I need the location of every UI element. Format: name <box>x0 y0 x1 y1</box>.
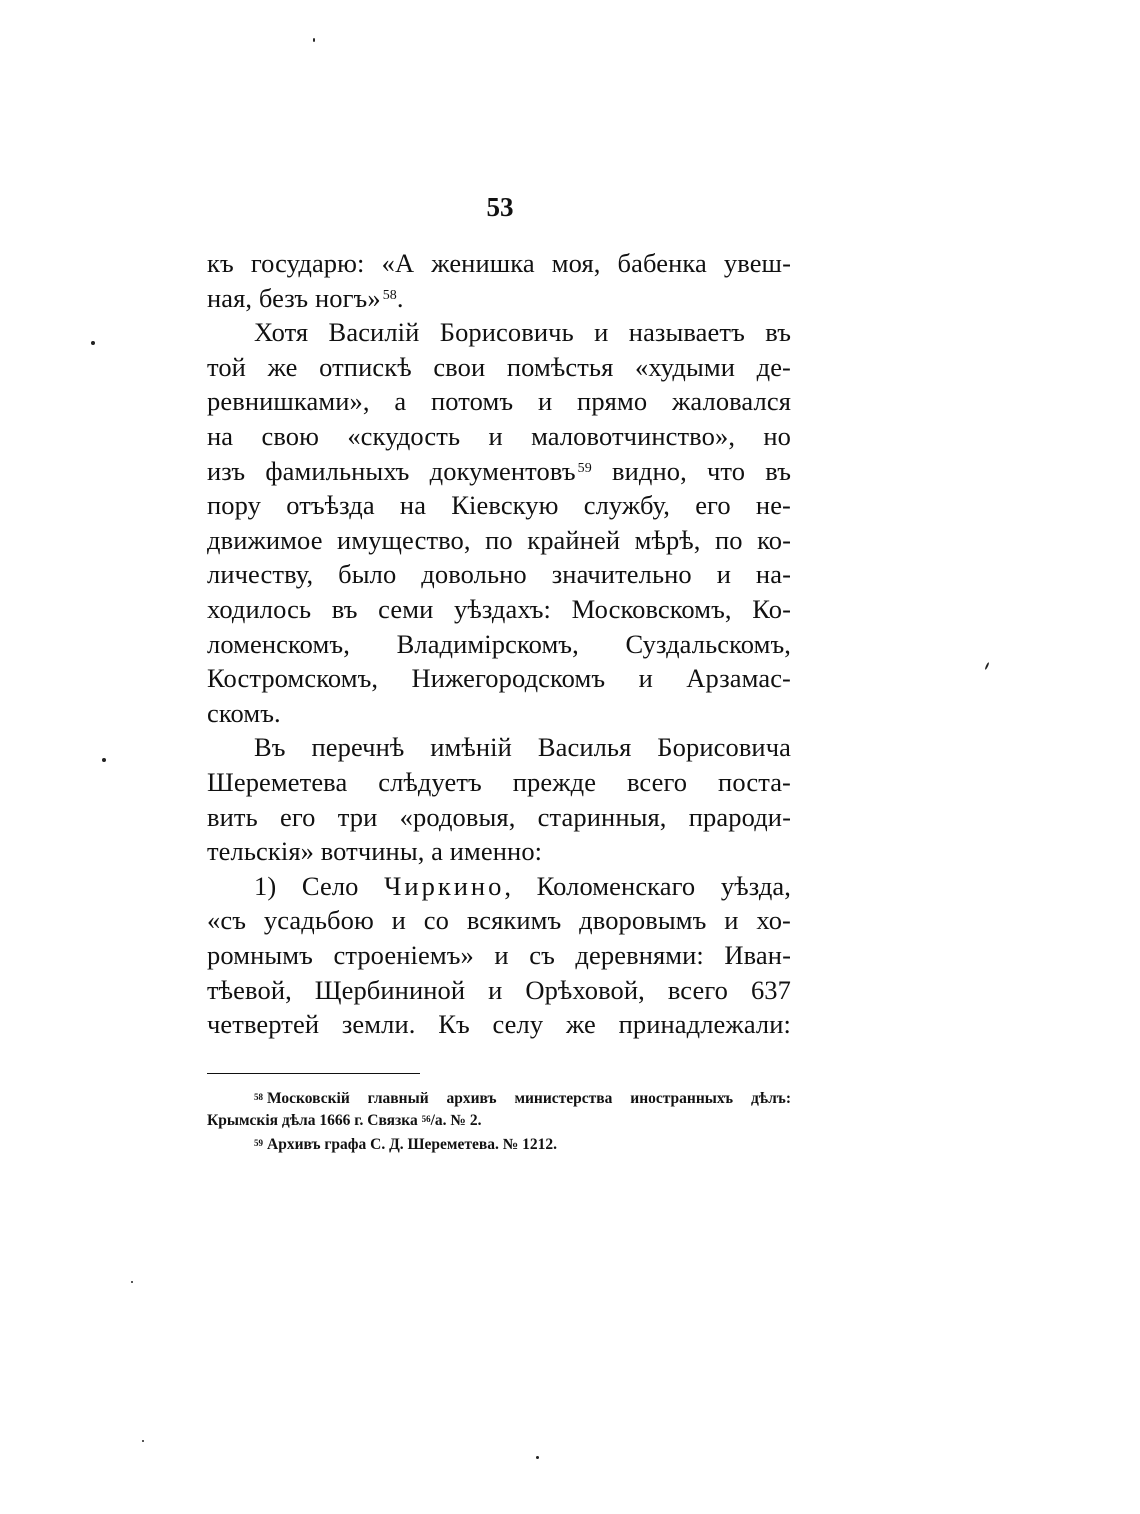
text-line-content: на свою «скудость и маловотчинство», но <box>207 421 791 451</box>
text-line <box>207 523 791 557</box>
text-line-content: къ государю: «А женишка моя, бабенка увеш- <box>207 248 791 278</box>
text-line-continuation: , Коломенскаго уѣзда, <box>504 870 791 901</box>
text-line-content: движимое имущество, по крайней мѣрѣ, по ко- <box>207 524 791 555</box>
text-line <box>207 627 791 661</box>
text-line-content: Въ перечнѣ имѣній Василья Борисовича <box>254 732 791 763</box>
text-line-content: ромнымъ строеніемъ» и съ деревнями: Иван- <box>207 940 791 970</box>
text-line-content: Шереметева слѣдуетъ прежде всего поста- <box>207 767 791 797</box>
text-line-content: ходилось въ семи уѣздахъ: Московскомъ, Ко- <box>207 594 791 624</box>
scan-speck <box>131 1281 133 1283</box>
text-line <box>254 730 791 764</box>
text-line-content: скомъ. <box>207 697 281 728</box>
text-line-content: 1) Село <box>254 870 385 901</box>
footnote-59-text: Архивъ графа С. Д. Шереметева. № 1212. <box>267 1136 558 1153</box>
footnote-59-marker: 59 <box>254 1138 263 1148</box>
text-line <box>207 557 791 591</box>
text-line-content: вить его три «родовыя, старинныя, прароди- <box>207 801 791 832</box>
text-line-content: четвертей земли. Къ селу же принадлежали: <box>207 1009 791 1040</box>
scan-speck <box>102 758 106 762</box>
footnote-reference: 58 <box>382 287 397 303</box>
text-line <box>207 1007 791 1041</box>
text-line <box>207 661 791 695</box>
footnote-separator <box>207 1073 420 1074</box>
text-line-content: пору отъѣзда на Кіевскую службу, его не- <box>207 490 791 521</box>
scan-speck <box>142 1440 144 1442</box>
scan-speck <box>313 38 315 42</box>
footnote-58-text-cont: Крымскія дѣла 1666 г. Связка <box>207 1112 422 1129</box>
text-line <box>207 384 791 418</box>
page-number: 53 <box>486 192 514 222</box>
text-line-content: Хотя Василій Борисовичь и называетъ въ <box>254 317 791 348</box>
text-line <box>207 350 791 384</box>
text-line-continuation: . <box>396 282 404 313</box>
footnote-58-text: Московскій главный архивъ министерства иностранныхъ дѣлъ: <box>267 1090 791 1107</box>
scan-speck <box>536 1456 539 1459</box>
text-line-continuation: видно, что въ <box>591 455 791 486</box>
text-line-content: «съ усадьбою и со всякимъ дворовымъ и хо- <box>207 905 791 936</box>
text-line <box>207 592 791 626</box>
text-line-content: ломенскомъ, Владимірскомъ, Суздальскомъ, <box>207 628 791 659</box>
scan-speck <box>984 662 989 670</box>
text-line <box>207 696 791 730</box>
text-line <box>254 869 791 903</box>
text-line <box>207 903 791 937</box>
text-line-content: ревнишками», а потомъ и прямо жаловался <box>207 386 791 417</box>
footnote-58-marker: 58 <box>254 1092 263 1102</box>
footnote-58-line-1 <box>254 1088 791 1109</box>
text-line-content: личеству, было довольно значительно и на- <box>207 559 791 590</box>
footnote-reference: 59 <box>577 460 592 476</box>
text-line-content: тельскія» вотчины, а именно: <box>207 836 543 867</box>
text-line <box>207 488 791 522</box>
text-line <box>207 419 791 453</box>
text-line <box>207 834 791 868</box>
footnote-58-line-2 <box>207 1110 791 1131</box>
text-line <box>207 281 791 315</box>
text-line-content: той же отпискѣ свои помѣстья «худыми де- <box>207 351 791 382</box>
footnote-58-fraction-rest: /а. № 2. <box>430 1112 482 1129</box>
text-line <box>207 800 791 834</box>
text-line-content: ная, безъ ногъ» <box>207 282 381 313</box>
footnote-58-fraction-sup: 56 <box>421 1114 431 1124</box>
text-line-content: тѣевой, Щербининой и Орѣховой, всего 637 <box>207 974 791 1005</box>
text-line <box>207 246 791 280</box>
text-line-content: Костромскомъ, Нижегородскомъ и Арзамас- <box>207 663 791 694</box>
text-line <box>207 765 791 799</box>
scan-speck <box>91 341 95 345</box>
text-line <box>207 454 791 488</box>
text-line <box>207 938 791 972</box>
text-line <box>254 315 791 349</box>
spaced-emphasis: Чиркино <box>384 870 505 901</box>
text-line <box>207 973 791 1007</box>
text-line-content: изъ фамильныхъ документовъ <box>207 455 576 486</box>
footnote-59 <box>254 1134 791 1155</box>
